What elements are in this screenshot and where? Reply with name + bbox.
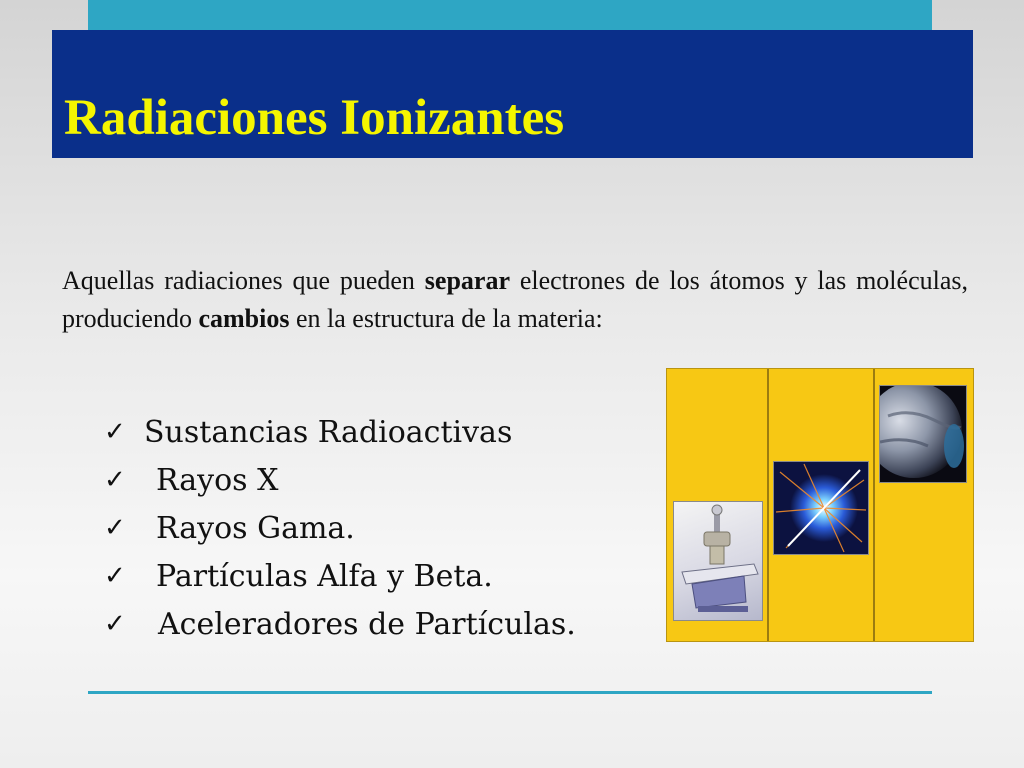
- radiation-images-panel: [666, 368, 974, 642]
- intro-text-1: Aquellas radiaciones que pueden: [62, 266, 425, 295]
- list-item-label: Aceleradores de Partículas.: [158, 606, 576, 642]
- list-item: [104, 456, 576, 504]
- particle-burst-image: [773, 461, 869, 555]
- list-item-label: Rayos X: [156, 462, 279, 498]
- slide-title: Radiaciones Ionizantes: [64, 90, 565, 146]
- panel-divider: [873, 369, 875, 641]
- list-item-label: Rayos Gama.: [156, 510, 355, 546]
- check-icon: ✓: [104, 417, 126, 447]
- planet-image: [879, 385, 967, 483]
- top-accent-bar: [88, 0, 932, 30]
- intro-text-3: en la estructura de la materia:: [289, 304, 603, 333]
- check-icon: ✓: [104, 513, 126, 543]
- intro-paragraph: [62, 262, 968, 338]
- list-item-label: Partículas Alfa y Beta.: [156, 558, 493, 594]
- intro-text-2: electrones de los átomos y las moléculas, produciendo: [62, 266, 968, 333]
- panel-divider: [767, 369, 769, 641]
- title-banner: [52, 30, 973, 158]
- list-item-label: Sustancias Radioactivas: [144, 414, 513, 450]
- check-icon: ✓: [104, 609, 126, 639]
- check-icon: ✓: [104, 465, 126, 495]
- radiation-sources-list: [104, 408, 576, 648]
- list-item: [104, 552, 576, 600]
- check-icon: ✓: [104, 561, 126, 591]
- bottom-accent-line: [88, 691, 932, 694]
- lab-equipment-image: [673, 501, 763, 621]
- list-item: [104, 600, 576, 648]
- list-item: [104, 408, 576, 456]
- intro-bold-separar: separar: [424, 266, 510, 295]
- list-item: [104, 504, 576, 552]
- intro-bold-cambios: cambios: [198, 304, 290, 333]
